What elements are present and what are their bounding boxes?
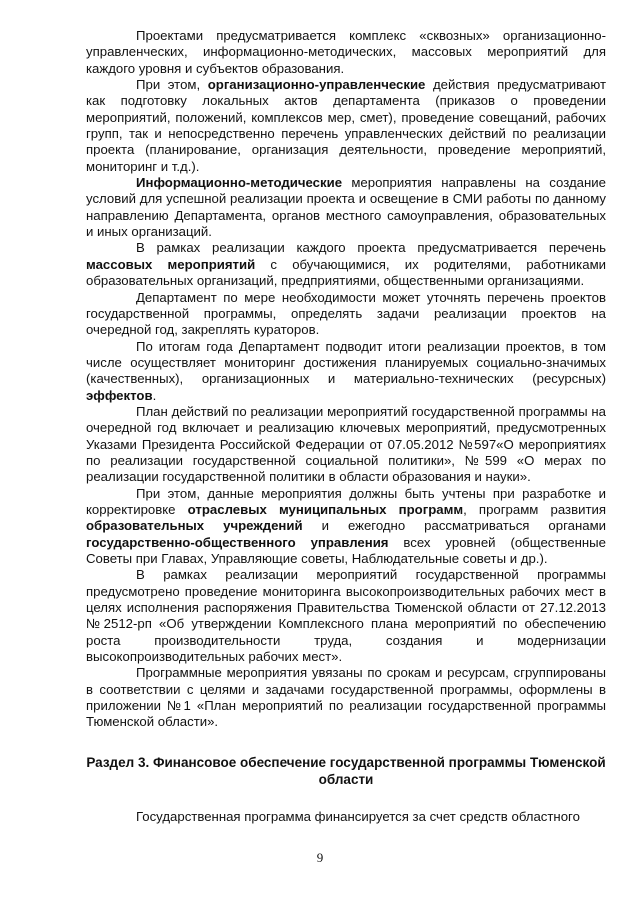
paragraph bbox=[86, 339, 606, 404]
paragraph bbox=[86, 567, 606, 665]
bold-phrase: массовых мероприятий bbox=[86, 256, 256, 272]
text-run: В рамках реализации мероприятий государственной программы предусмотрено проведение мониторинга высокопроизводительных рабочих мест в целях исполнения распоряжения Правительства Тюменской области от 27.12.2013 №2512-рп «Об утверждении Комплексного плана мероприятий по обеспечению роста производительности труда, создания и модернизации высокопроизводительных рабочих мест». bbox=[86, 567, 606, 665]
bold-phrase: образовательных учреждений bbox=[86, 518, 303, 534]
paragraph bbox=[86, 665, 606, 730]
paragraph bbox=[86, 77, 606, 175]
page-number: 9 bbox=[316, 850, 324, 865]
text-run: всех уровней (общественные Советы при Главах, Управляющие советы, Наблюдательные советы и др.). bbox=[86, 534, 606, 566]
text-run: При этом, bbox=[136, 77, 208, 93]
text-run: При этом, данные мероприятия должны быть учтены при разработке и корректировке bbox=[86, 485, 606, 517]
text-run: Департамент по мере необходимости может уточнять перечень проектов государственной программы, определять задачи реализации проектов на очередной год, закреплять кураторов. bbox=[86, 289, 606, 338]
text-run: План действий по реализации мероприятий государственной программы на очередной год включает и реализацию ключевых мероприятий, предусмотренных Указами Президента Российской Федерации от 07.05.2012 №597«О мероприятиях по реализации государственной социальной политики», №599 «О мерах по реализации государственной политики в области образования и науки». bbox=[86, 403, 606, 485]
bold-phrase: государственно-общественного управления bbox=[86, 534, 389, 550]
paragraph bbox=[86, 28, 606, 77]
bold-phrase: эффектов bbox=[86, 387, 153, 403]
section-heading: Раздел 3. Финансовое обеспечение государственной программы Тюменской области bbox=[86, 754, 606, 787]
bold-phrase: Информационно-методические bbox=[136, 175, 343, 191]
bold-phrase: отраслевых муниципальных программ bbox=[187, 501, 464, 517]
text-run: Проектами предусматривается комплекс «сквозных» организационно-управленческих, информационно-методических, массовых мероприятий для каждого уровня и субъектов образования. bbox=[86, 28, 606, 76]
text-run: , программ развития bbox=[463, 501, 606, 517]
paragraph bbox=[86, 175, 606, 240]
body-text bbox=[86, 28, 606, 731]
text-run: . bbox=[152, 387, 157, 403]
text-run: мероприятия направлены на создание условий для успешной реализации проекта и освещение в СМИ работы по данному направлению Департамента, органов местного самоуправления, образовательных и иных организаций. bbox=[86, 175, 606, 240]
paragraph bbox=[86, 240, 606, 289]
paragraph bbox=[86, 290, 606, 339]
text-run: В рамках реализации каждого проекта предусматривается перечень bbox=[136, 240, 606, 256]
text-run: По итогам года Департамент подводит итоги реализации проектов, в том числе осуществляет мониторинг достижения планируемых социально-значимых (качественных), организационных и материально-технических (ресурсных) bbox=[86, 338, 606, 387]
text-run: и ежегодно рассматриваться органами bbox=[302, 518, 606, 534]
text-run: с обучающимися, их родителями, работниками образовательных организаций, предприятиями, общественными организациями. bbox=[86, 256, 607, 289]
text-run: действия предусматривают как подготовку локальных актов департамента (приказов о проведении мероприятий, положений, комплексов мер, смет), проведение совещаний, рабочих групп, так и непосредственно перечень управленческих действий по реализации проекта (планирование, организация деятельности, проведение мероприятий, мониторинг и т.д.). bbox=[86, 77, 607, 174]
bold-phrase: организационно-управленческие bbox=[207, 77, 426, 93]
final-paragraph: Государственная программа финансируется за счет средств областного bbox=[136, 808, 580, 824]
paragraph bbox=[86, 486, 606, 568]
paragraph bbox=[86, 404, 606, 486]
text-run: Программные мероприятия увязаны по срокам и ресурсам, сгруппированы в соответствии с целями и задачами государственной программы, оформлены в приложении №1 «План мероприятий по реализации государственной программы Тюменской области». bbox=[86, 665, 606, 730]
